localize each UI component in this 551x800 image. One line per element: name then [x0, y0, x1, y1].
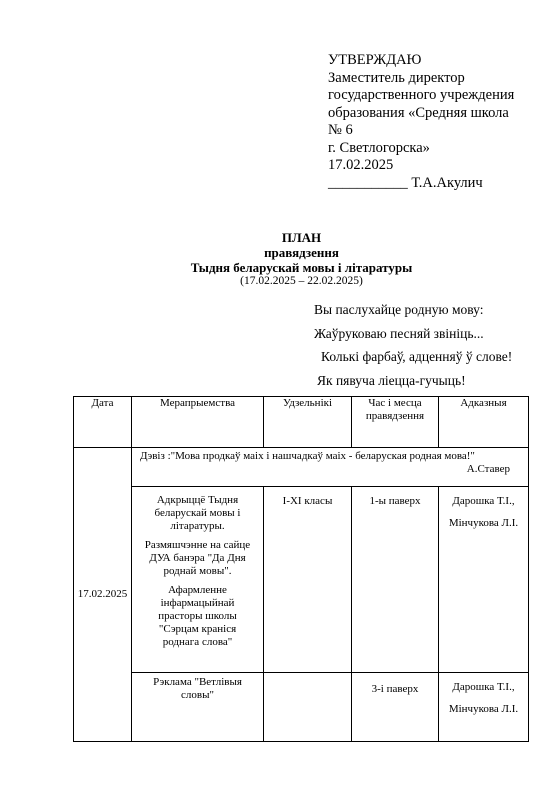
plan-table: [73, 396, 529, 742]
header-date: Дата: [74, 397, 132, 448]
motto-cell: [132, 448, 529, 487]
approval-line: УТВЕРЖДАЮ: [328, 52, 422, 68]
approval-line: образования «Средняя школа: [328, 104, 509, 121]
signatory-name: Т.А.Акулич: [411, 174, 483, 191]
responsible-person: Мінчукова Л.І.: [448, 517, 519, 529]
responsible-person: Дарошка Т.І.,: [452, 495, 515, 507]
approval-line: № 6: [328, 122, 353, 138]
title-dates: (17.02.2025 – 22.02.2025): [240, 275, 363, 287]
header-participants: Удзельнікі: [264, 397, 352, 448]
header-responsible: Адказныя: [439, 397, 529, 448]
participants-cell: [264, 673, 352, 742]
responsible-cell: [439, 673, 529, 742]
signature-line: ___________: [328, 174, 408, 191]
event-item: Размяшчэнне на сайце ДУА банэра "Да Дня роднай мовы".: [144, 539, 251, 577]
title-plan: ПЛАН: [281, 230, 322, 245]
approval-line: Заместитель директор: [328, 69, 465, 86]
poem-line: Як пявуча ліецца-гучыць!: [317, 372, 466, 388]
date-cell: 17.02.2025: [74, 448, 132, 742]
events-cell: [132, 487, 264, 673]
place-cell: 1-ы паверх: [352, 487, 439, 673]
poem-line: Вы паслухайце родную мову:: [314, 302, 484, 317]
responsible-person: Мінчукова Л.І.: [448, 703, 519, 715]
event-item: Афармленне інфармацыйнай прасторы школы "Сэрцам кранiся роднага слова": [158, 584, 237, 648]
table-row: [74, 487, 529, 673]
responsible-cell: [439, 487, 529, 673]
poem-line: Жаўруковаю песняй звініць...: [314, 325, 484, 341]
document-title: [0, 230, 551, 288]
motto-author: А.Ставер: [466, 463, 510, 475]
participants-cell: I-XI класы: [264, 487, 352, 673]
table-header-row: [74, 397, 529, 448]
title-event-name: Тыдня беларускай мовы і літаратуры: [190, 260, 413, 275]
place-cell: 3-і паверх: [352, 673, 439, 742]
approval-block: [328, 52, 543, 192]
signature-row: [328, 175, 543, 193]
event-item: Адкрыццё Тыдня беларускай мовы і літаратуры.: [154, 494, 241, 532]
approval-line: г. Светлогорска»: [328, 139, 430, 156]
header-events: Мерапрыемства: [132, 397, 264, 448]
table-row: [74, 448, 529, 487]
table-row: [74, 673, 529, 742]
responsible-person: Дарошка Т.І.,: [452, 681, 515, 693]
approval-date: 17.02.2025: [328, 157, 394, 173]
header-time-place: Час і месца правядзення: [352, 397, 439, 448]
epigraph-poem: [300, 298, 545, 392]
events-cell: Рэклама "Ветлівыя словы": [132, 673, 264, 742]
approval-line: государственного учреждения: [328, 87, 515, 103]
motto-text: Дэвіз :"Мова продкаў маіх і нашчадкаў маіх - беларуская родная мова!": [140, 450, 475, 462]
title-subtitle: правядзення: [264, 245, 339, 260]
poem-line: Колькі фарбаў, адценняў ў слове!: [321, 349, 513, 364]
